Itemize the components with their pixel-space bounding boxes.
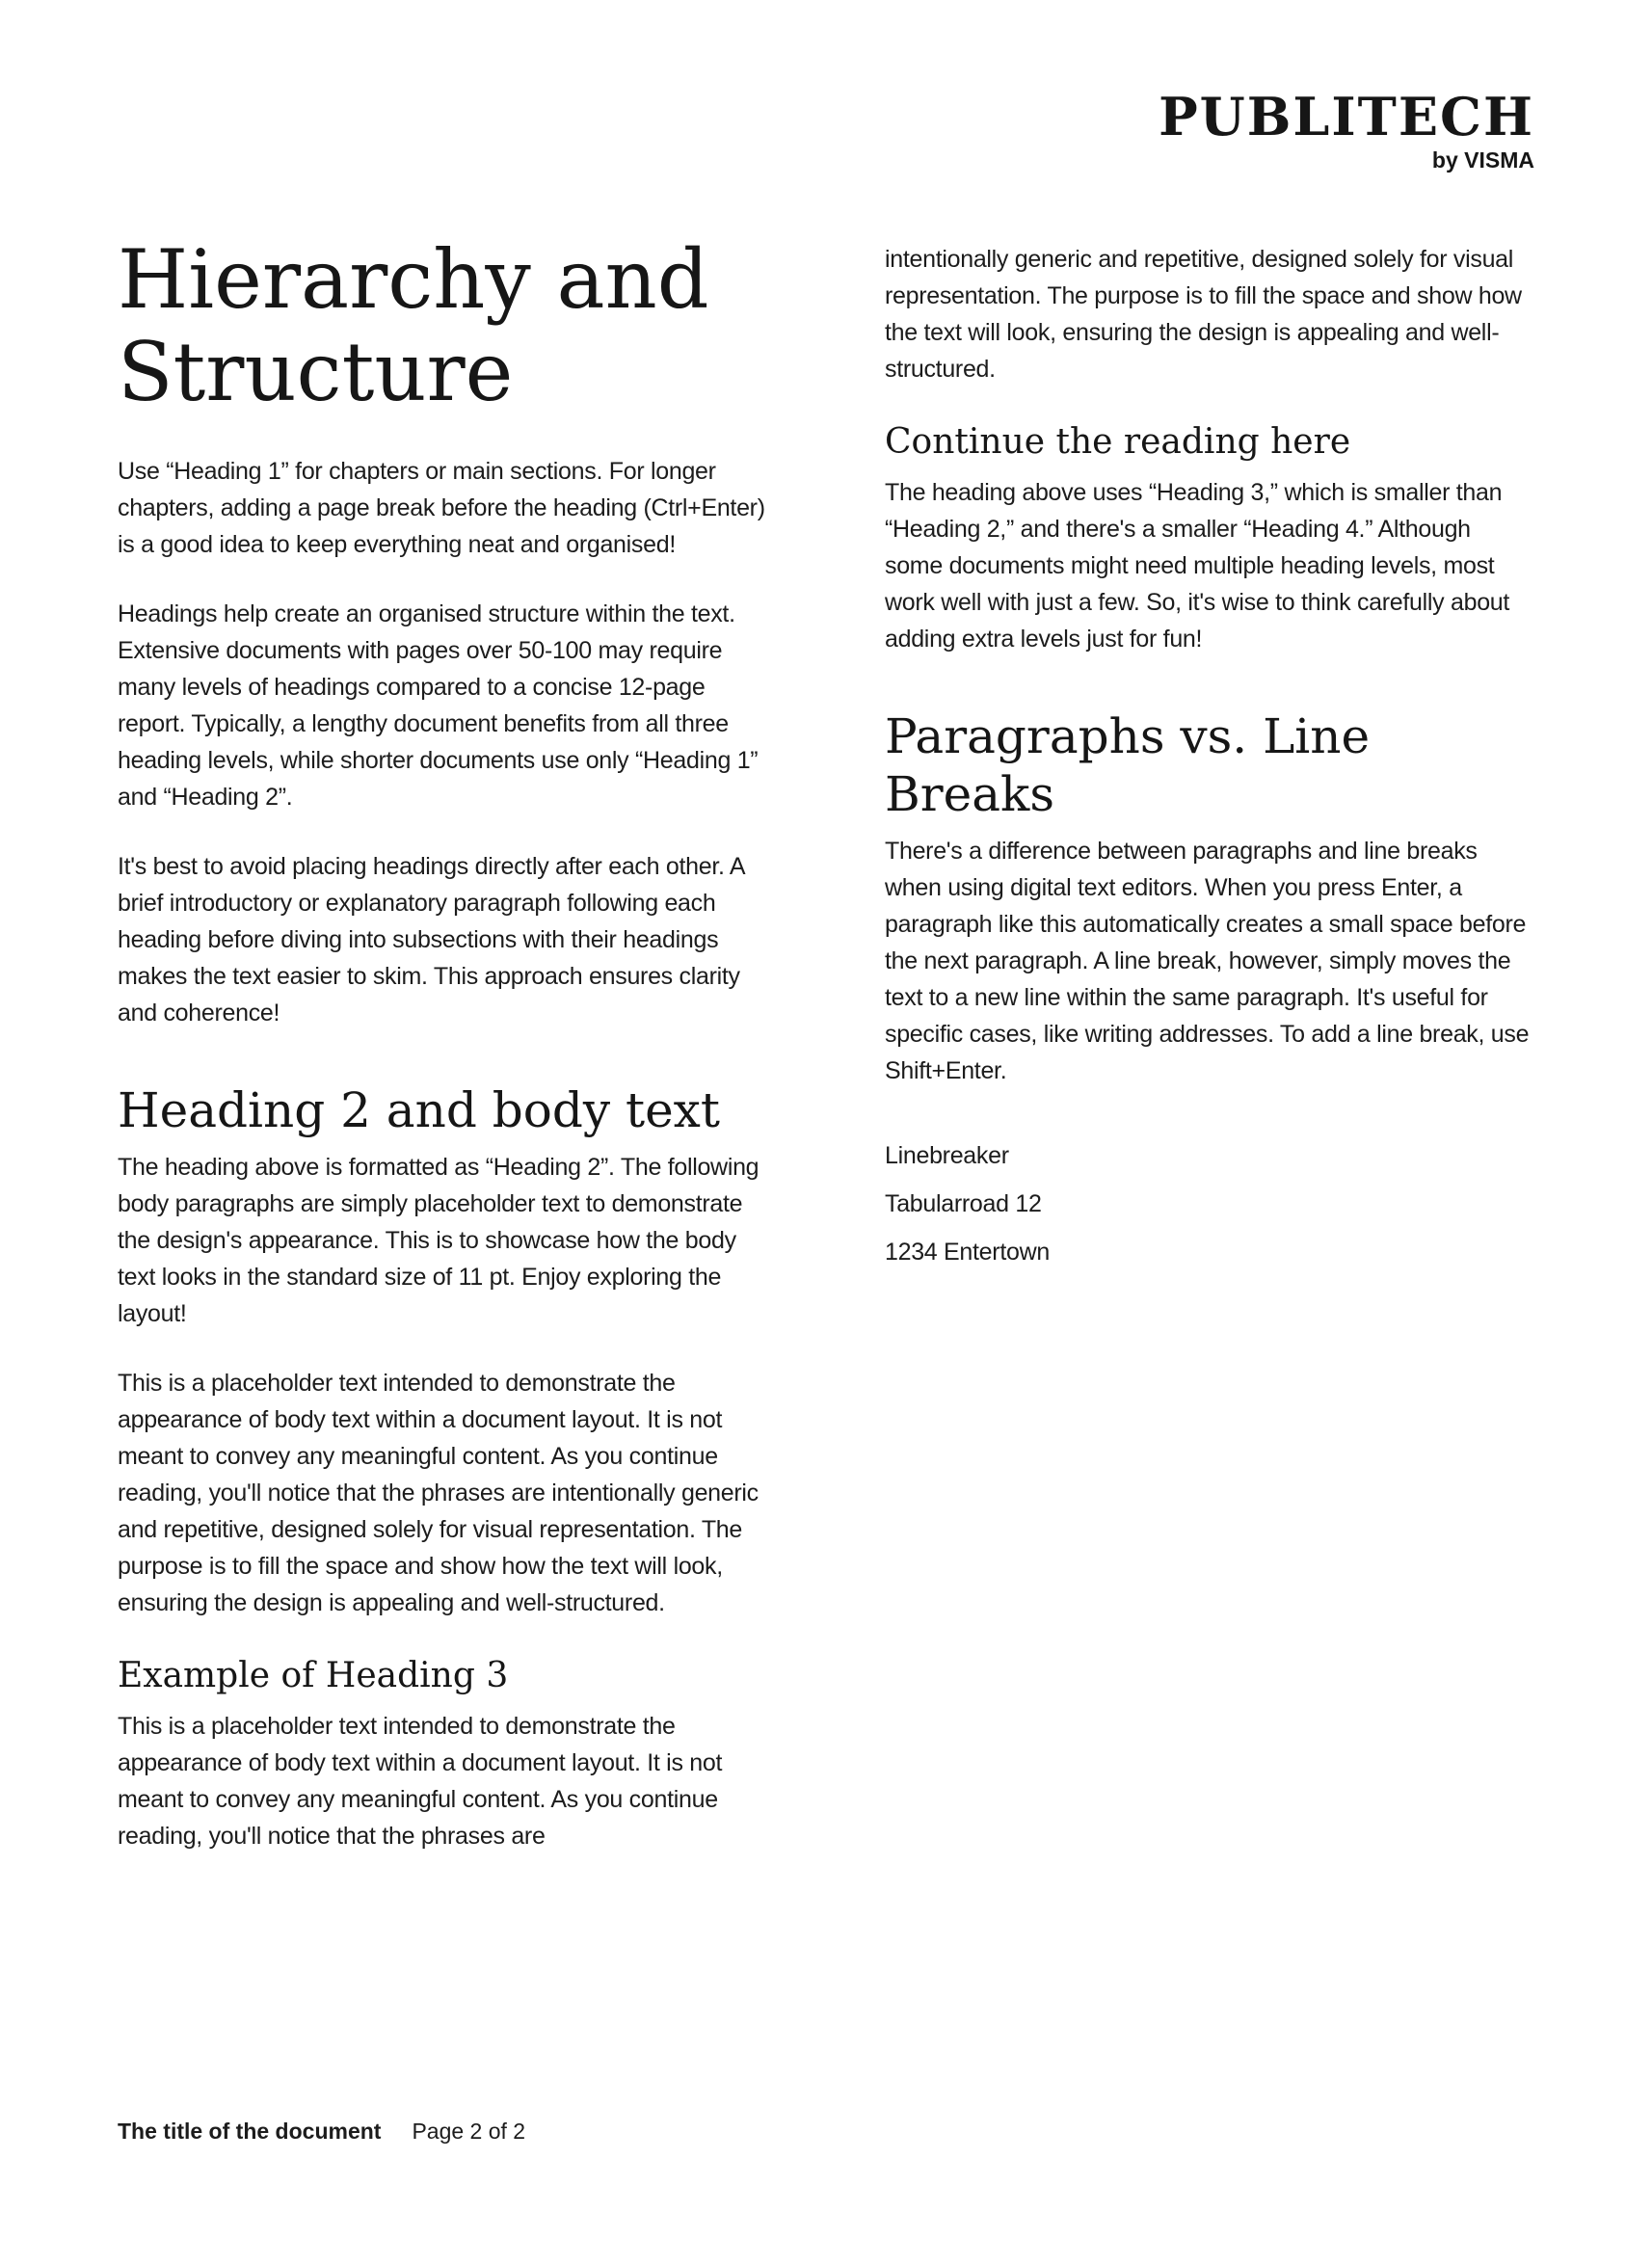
address-line: 1234 Entertown [885,1239,1050,1266]
heading-3-title: Continue the reading here [885,422,1351,462]
body-paragraph: The heading above is formatted as “Heading 2”. The following body paragraphs are simply placeholder text to demonstrate the design's appearance. This is to showcase how the body text looks in the standard size of 11 pt. Enjoy exploring the layout! [118,1154,759,1327]
address-block [885,1132,1534,1276]
body-paragraph: Use “Heading 1” for chapters or main sections. For longer chapters, adding a page break before the heading (Ctrl+Enter) is a good idea to keep everything neat and organised! [118,458,765,558]
heading-3-title: Example of Heading 3 [118,1656,509,1695]
body-paragraph: There's a difference between paragraphs and line breaks when using digital text editors. When you press Enter, a paragraph like this automatically creates a small space before the next paragraph. A line break, however, simply moves the text to a new line within the same paragraph. It's useful for specific cases, like writing addresses. To add a line break, use Shift+Enter. [885,838,1530,1084]
body-paragraph: It's best to avoid placing headings directly after each other. A brief introductory or explanatory paragraph following each heading before diving into subsections with their headings makes the text easier to skim. This approach ensures clarity and coherence! [118,853,744,1026]
logo [1159,86,1534,173]
address-line: Tabularroad 12 [885,1190,1042,1217]
page-footer [118,2117,525,2146]
address-line: Linebreaker [885,1142,1009,1169]
publitech-wordmark: PUBLITECH [1159,86,1534,147]
heading-2-title: Paragraphs vs. Line Breaks [885,708,1371,822]
body-paragraph: Headings help create an organised structure within the text. Extensive documents with pages over 50-100 may require many levels of headings compared to a concise 12-page report. Typically, a lengthy document benefits from all three heading levels, while shorter documents use only “Heading 1” and “Heading 2”. [118,600,759,811]
body-paragraph: intentionally generic and repetitive, designed solely for visual representation. The purpose is to fill the space and show how the text will look, ensuring the design is appealing and well-structured. [885,246,1522,383]
left-column [118,232,767,1887]
body-paragraph: This is a placeholder text intended to demonstrate the appearance of body text within a document layout. It is not meant to convey any meaningful content. As you continue reading, you'll notice that the phrases are intentionally generic and repetitive, designed solely for visual representation. The purpose is to fill the space and show how the text will look, ensuring the design is appealing and well-structured. [118,1370,759,1616]
right-column [885,241,1534,1887]
body-paragraph: This is a placeholder text intended to demonstrate the appearance of body text within a document layout. It is not meant to convey any meaningful content. As you continue reading, you'll notice that the phrases are [118,1713,723,1850]
heading-1-title: Hierarchy and Structure [118,232,709,419]
body-paragraph: The heading above uses “Heading 3,” which is smaller than “Heading 2,” and there's a smaller “Heading 4.” Although some documents might need multiple heading levels, most work well with just a few. So, it's wise to think carefully about adding extra levels just for fun! [885,479,1510,653]
heading-2-title: Heading 2 and body text [118,1082,720,1138]
footer-page-indicator: Page 2 of 2 [412,2119,526,2144]
footer-document-title: The title of the document [118,2119,382,2144]
logo-byline: by VISMA [1431,147,1534,173]
